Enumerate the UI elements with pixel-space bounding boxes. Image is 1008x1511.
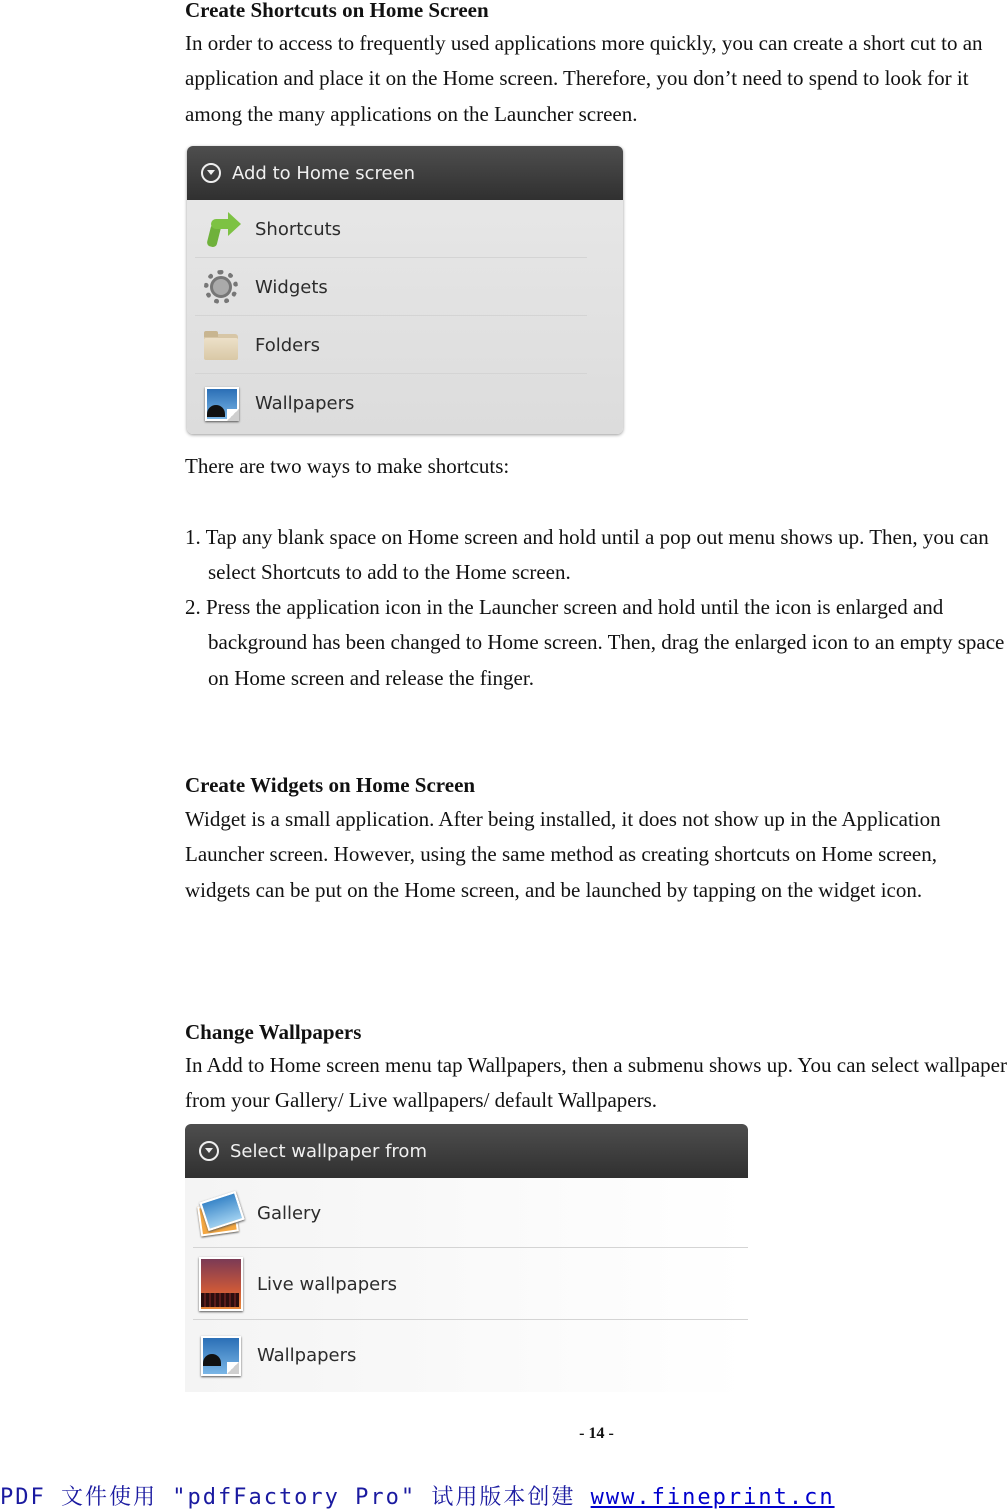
menu-item-label: Wallpapers <box>255 392 355 414</box>
wallpapers-picture-icon <box>197 1332 243 1378</box>
step-1: 1. Tap any blank space on Home screen and hold until a pop out menu shows up. Then, you can select Shortcuts to add to the Home screen. <box>185 525 989 585</box>
menu-item-label: Wallpapers <box>257 1344 357 1366</box>
menu-item-label: Gallery <box>257 1202 322 1224</box>
chevron-down-circle-icon <box>201 163 221 183</box>
wallpapers-picture-icon <box>201 383 241 423</box>
menu-item-wallpapers <box>185 1320 748 1390</box>
page-number: - 14 - <box>579 1425 614 1442</box>
section-heading-widgets: Create Widgets on Home Screen <box>185 773 476 797</box>
menu-title: Add to Home screen <box>232 162 416 184</box>
menu-header <box>185 1124 748 1178</box>
ways-intro: There are two ways to make shortcuts: <box>185 454 510 478</box>
menu-item-widgets <box>187 258 623 316</box>
gallery-photos-icon <box>197 1190 243 1236</box>
menu-item-label: Folders <box>255 334 321 356</box>
menu-title: Select wallpaper from <box>230 1140 427 1162</box>
menu-item-label: Widgets <box>255 276 328 298</box>
menu-header <box>187 146 623 200</box>
menu-item-gallery <box>185 1178 748 1248</box>
footer-text: PDF 文件使用 "pdfFactory Pro" 试用版本创建 <box>0 1485 591 1510</box>
pdf-footer <box>0 1480 835 1511</box>
menu-item-live-wallpapers <box>185 1248 748 1320</box>
menu-item-label: Shortcuts <box>255 218 342 240</box>
add-to-home-menu-screenshot <box>187 146 623 434</box>
chevron-down-circle-icon <box>199 1141 219 1161</box>
menu-item-label: Live wallpapers <box>257 1273 397 1295</box>
step-2: 2. Press the application icon in the Launcher screen and hold until the icon is enlarged and background has been changed to Home screen. Then, drag the enlarged icon to an empty space on Home screen and release the finger. <box>185 595 1005 690</box>
section-body-wallpapers: In Add to Home screen menu tap Wallpapers, then a submenu shows up. You can select wallpaper from your Gallery/ Live wallpapers/ default Wallpapers. <box>185 1053 1007 1113</box>
folder-icon <box>201 325 241 365</box>
section-body-shortcuts: In order to access to frequently used applications more quickly, you can create a short cut to an application and place it on the Home screen. Therefore, you don’t need to spend to look for it among the many applications on the Launcher screen. <box>185 31 983 126</box>
select-wallpaper-menu-screenshot <box>185 1124 748 1392</box>
section-heading-shortcuts: Create Shortcuts on Home Screen <box>185 0 489 22</box>
footer-link[interactable]: www.fineprint.cn <box>590 1485 835 1510</box>
menu-item-folders <box>187 316 623 374</box>
menu-item-shortcuts <box>187 200 623 258</box>
section-heading-wallpapers: Change Wallpapers <box>185 1020 362 1044</box>
widgets-gear-icon <box>201 267 241 307</box>
section-body-widgets: Widget is a small application. After being installed, it does not show up in the Application Launcher screen. However, using the same method as creating shortcuts on Home screen, widgets can be put on the Home screen, and be launched by tapping on the widget icon. <box>185 807 941 902</box>
shortcuts-arrow-icon <box>201 209 241 249</box>
menu-item-wallpapers <box>187 374 623 432</box>
live-wallpapers-icon <box>197 1257 243 1311</box>
